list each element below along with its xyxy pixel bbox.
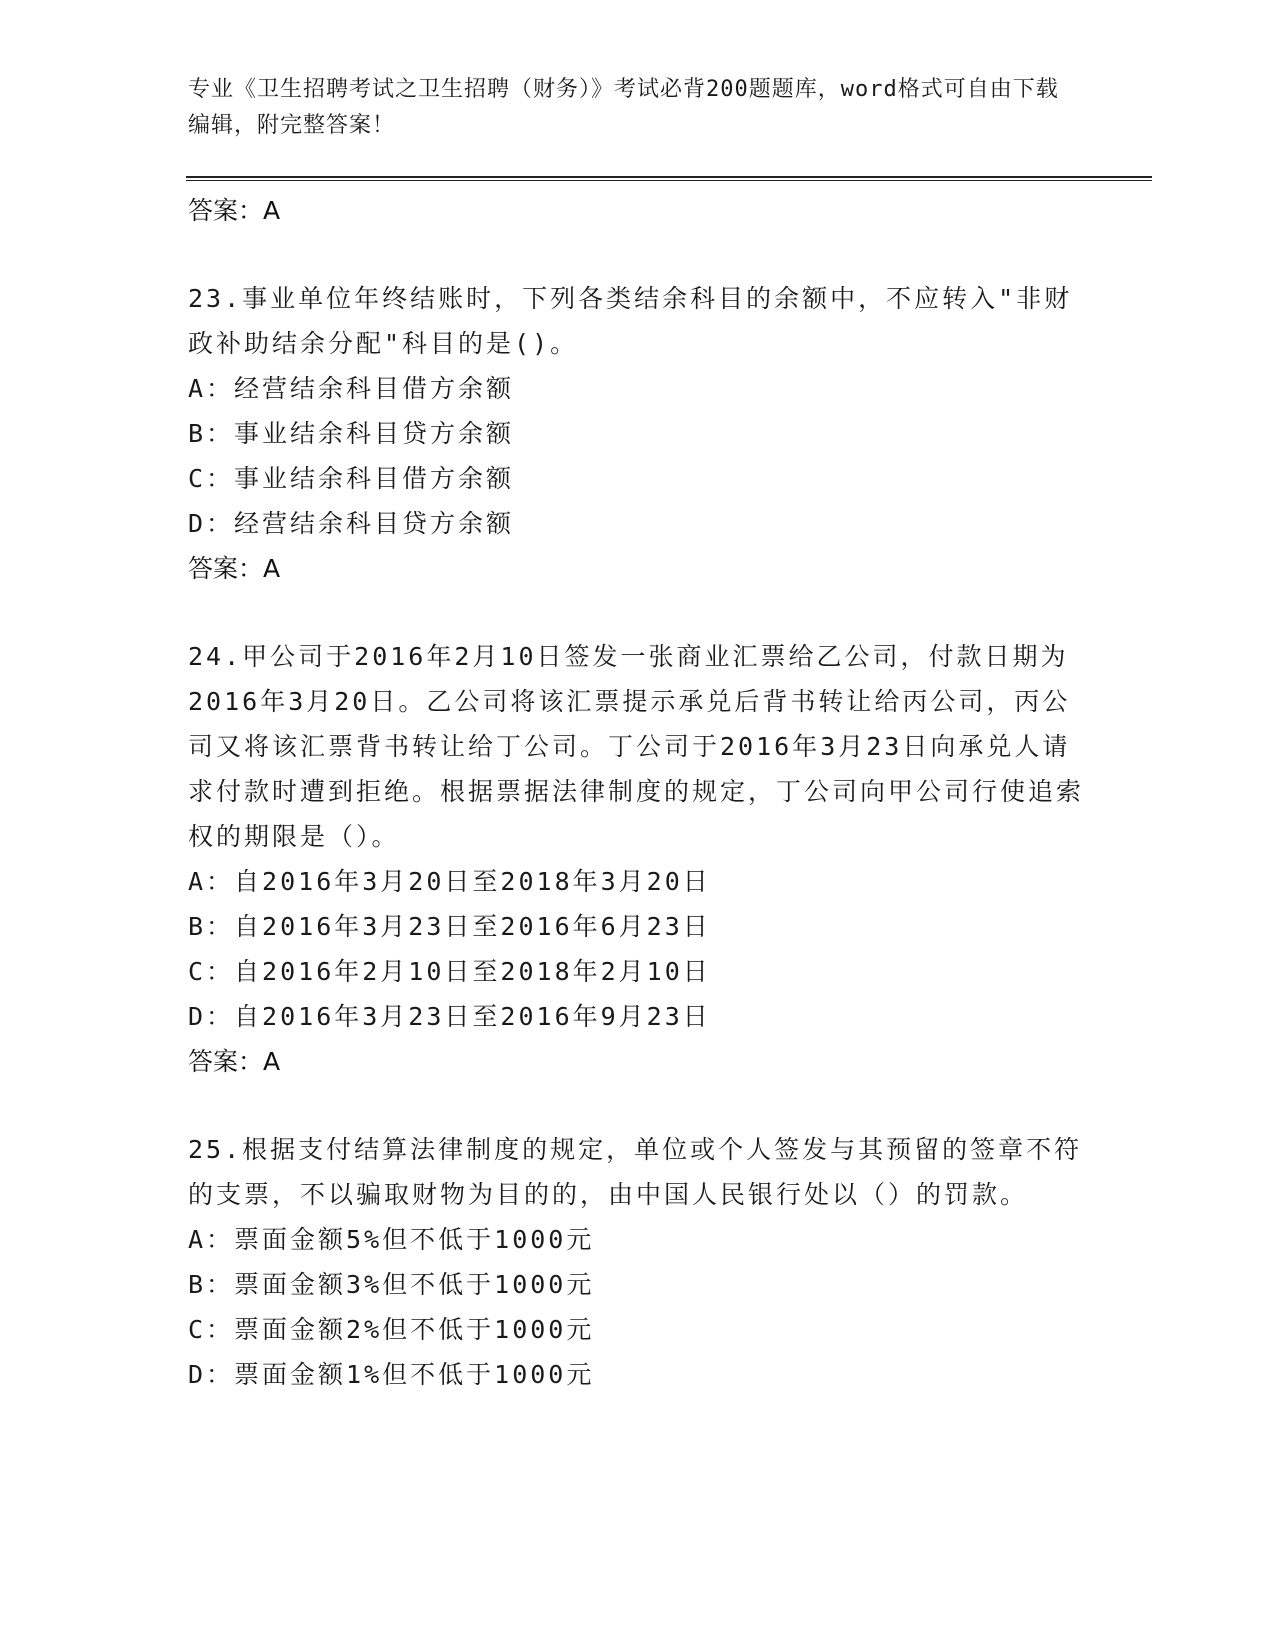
option-a: A：经营结余科目借方余额	[188, 374, 515, 403]
question-text: 24.甲公司于2016年2月10日签发一张商业汇票给乙公司，付款日期为2016年3月20日。乙公司将该汇票提示承兑后背书转让给丙公司，丙公司又将该汇票背书转让给丁公司。丁公司于2016年3月23日向承兑人请求付款时遭到拒绝。根据票据法律制度的规定，丁公司向甲公司行使追索权的期限是（）。	[188, 642, 1085, 851]
option-a: A：票面金额5%但不低于1000元	[188, 1225, 595, 1254]
header-divider	[186, 176, 1152, 181]
question-25	[188, 1127, 1088, 1397]
document-body	[188, 188, 1088, 1397]
answer-line: 答案：A	[188, 196, 281, 225]
question-24	[188, 634, 1088, 1085]
question-text: 23.事业单位年终结账时，下列各类结余科目的余额中，不应转入"非财政补助结余分配"科目的是()。	[188, 284, 1073, 358]
answer-line: 答案：A	[188, 1047, 281, 1076]
option-a: A：自2016年3月20日至2018年3月20日	[188, 867, 711, 896]
question-23	[188, 276, 1088, 592]
option-c: C：票面金额2%但不低于1000元	[188, 1315, 595, 1344]
option-c: C：事业结余科目借方余额	[188, 464, 515, 493]
option-d: D：自2016年3月23日至2016年9月23日	[188, 1002, 711, 1031]
question-text: 25.根据支付结算法律制度的规定，单位或个人签发与其预留的签章不符的支票，不以骗取财物为目的的，由中国人民银行处以（）的罚款。	[188, 1135, 1083, 1209]
option-b: B：票面金额3%但不低于1000元	[188, 1270, 595, 1299]
option-c: C：自2016年2月10日至2018年2月10日	[188, 957, 711, 986]
answer-line: 答案：A	[188, 554, 281, 583]
option-d: D：经营结余科目贷方余额	[188, 509, 515, 538]
page-header-title: 专业《卫生招聘考试之卫生招聘（财务）》考试必背200题题库，word格式可自由下载编辑，附完整答案！	[188, 77, 1059, 138]
option-b: B：事业结余科目贷方余额	[188, 419, 515, 448]
option-b: B：自2016年3月23日至2016年6月23日	[188, 912, 711, 941]
option-d: D：票面金额1%但不低于1000元	[188, 1360, 595, 1389]
